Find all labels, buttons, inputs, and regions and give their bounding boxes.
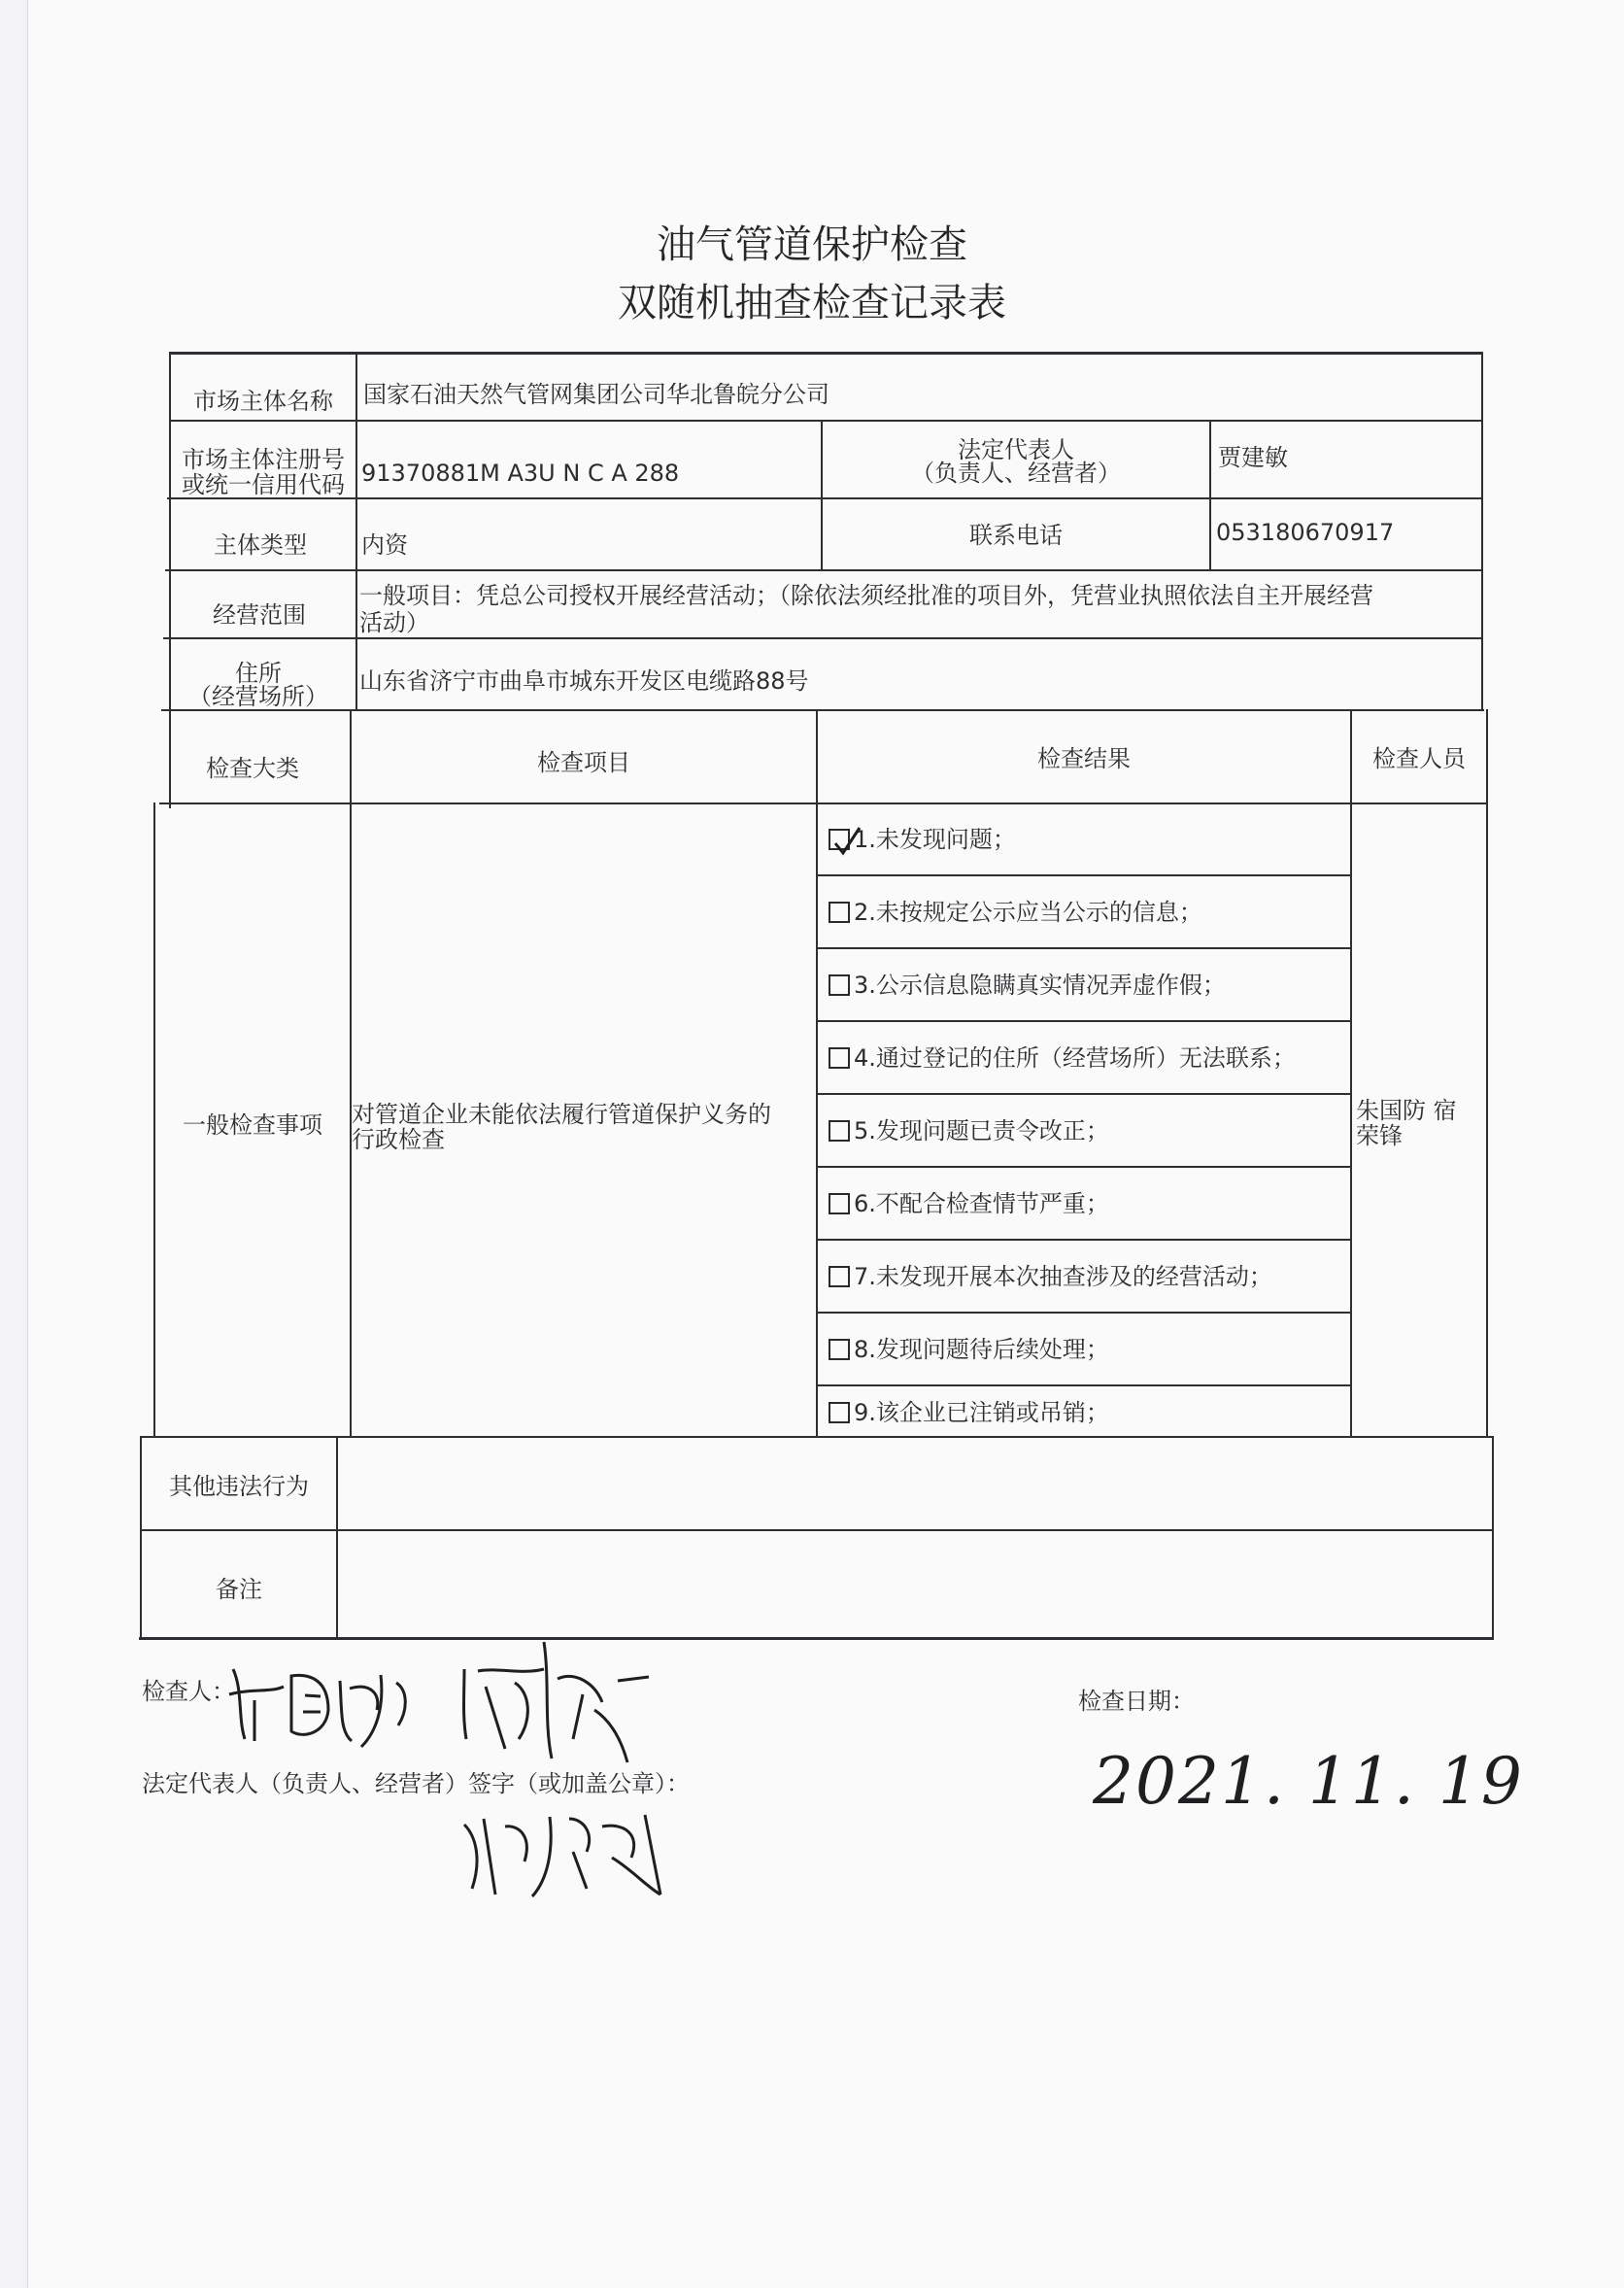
result-option-label: 2.未按规定公示应当公示的信息； xyxy=(854,899,1202,926)
entity-name-value: 国家石油天然气管网集团公司华北鲁皖分公司 xyxy=(363,381,829,408)
date-label: 检查日期： xyxy=(1078,1688,1195,1715)
result-option-label: 1.未发现问题； xyxy=(854,826,1016,853)
phone-label: 联系电话 xyxy=(969,522,1063,549)
result-header: 检查结果 xyxy=(1037,745,1131,772)
scope-label: 经营范围 xyxy=(213,601,306,629)
scope-value-line2: 活动） xyxy=(359,609,429,636)
item-value-line1: 对管道企业未能依法履行管道保护义务的 xyxy=(352,1101,771,1128)
remarks-label: 备注 xyxy=(216,1576,262,1603)
inspector-header: 检查人员 xyxy=(1372,745,1466,772)
result-option-label: 8.发现问题待后续处理； xyxy=(854,1336,1109,1363)
inspector-sign-label: 检查人： xyxy=(142,1678,235,1705)
legal-rep-label-line1: 法定代表人 xyxy=(958,436,1074,463)
reg-no-label-line2: 或统一信用代码 xyxy=(182,471,345,498)
inspector-signature-2 xyxy=(464,1642,650,1762)
address-label-line2: （经营场所） xyxy=(188,683,328,710)
result-option-label: 9.该企业已注销或吊销； xyxy=(854,1399,1109,1426)
address-label-line1: 住所 xyxy=(235,660,282,687)
reg-no-value: 91370881M A3U N C A 288 xyxy=(361,460,680,487)
inspectors-value-line2: 荣锋 xyxy=(1356,1122,1403,1149)
item-header: 检查项目 xyxy=(537,749,630,776)
legal-rep-signature xyxy=(464,1815,660,1896)
entity-type-label: 主体类型 xyxy=(214,531,307,559)
category-value: 一般检查事项 xyxy=(183,1111,322,1139)
checkmark-icon xyxy=(835,828,860,853)
reg-no-label-line1: 市场主体注册号 xyxy=(182,446,345,473)
scope-value-line1: 一般项目：凭总公司授权开展经营活动；（除依法须经批准的项目外，凭营业执照依法自主开展经营 xyxy=(359,582,1373,609)
item-value-line2: 行政检查 xyxy=(352,1126,445,1153)
inspector-signature-1 xyxy=(229,1669,405,1747)
inspectors-value-line1: 朱国防 宿 xyxy=(1356,1097,1457,1124)
address-value: 山东省济宁市曲阜市城东开发区电缆路88号 xyxy=(359,667,809,695)
legal-rep-value: 贾建敏 xyxy=(1218,444,1288,471)
other-violations-label: 其他违法行为 xyxy=(169,1473,309,1500)
legal-rep-sign-label: 法定代表人（负责人、经营者）签字（或加盖公章）： xyxy=(142,1770,690,1797)
legal-rep-label-line2: （负责人、经营者） xyxy=(911,460,1121,487)
result-option-label: 6.不配合检查情节严重； xyxy=(854,1190,1109,1217)
result-option-label: 3.公示信息隐瞒真实情况弄虚作假； xyxy=(854,972,1226,999)
category-header: 检查大类 xyxy=(206,755,299,782)
entity-type-value: 内资 xyxy=(361,531,408,559)
phone-value: 053180670917 xyxy=(1216,519,1395,546)
result-option-label: 4.通过登记的住所（经营场所）无法联系； xyxy=(854,1044,1296,1072)
page-title: 油气管道保护检查 xyxy=(657,222,967,267)
entity-name-label: 市场主体名称 xyxy=(193,388,333,415)
page-subtitle: 双随机抽查检查记录表 xyxy=(618,281,1006,325)
result-option-label: 7.未发现开展本次抽查涉及的经营活动； xyxy=(854,1263,1272,1290)
result-option-label: 5.发现问题已责令改正； xyxy=(854,1117,1109,1144)
handwritten-date: 2021. 11. 19 xyxy=(1093,1744,1524,1819)
